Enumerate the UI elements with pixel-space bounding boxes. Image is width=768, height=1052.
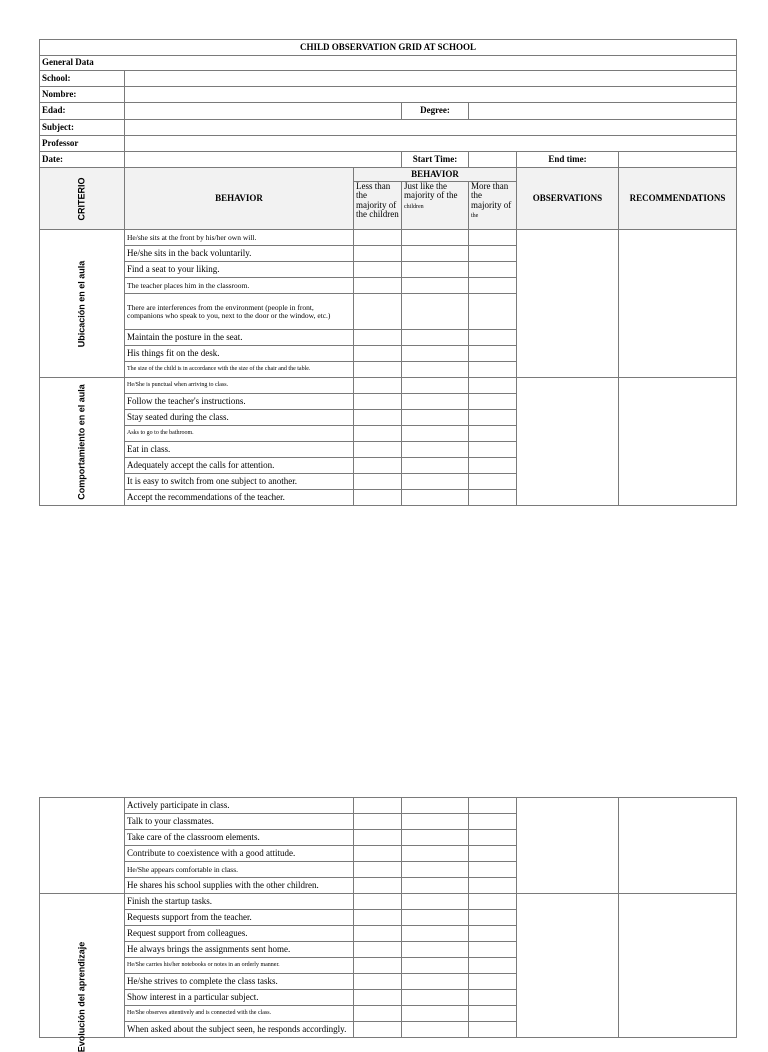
more-than-majority-cell[interactable] — [469, 830, 517, 846]
observations-cell[interactable] — [517, 798, 619, 894]
just-like-majority-cell[interactable] — [402, 926, 469, 942]
behavior-item: Talk to your classmates. — [125, 814, 354, 830]
criterio-header-label: CRITERIO — [76, 176, 87, 221]
edad-label: Edad: — [40, 103, 125, 120]
less-than-majority-cell[interactable] — [354, 490, 402, 506]
behavior-header: BEHAVIOR — [125, 168, 354, 230]
degree-field[interactable] — [469, 103, 737, 120]
degree-label: Degree: — [402, 103, 469, 120]
behavior-item: He/She appears comfortable in class. — [125, 862, 354, 878]
recommendations-cell[interactable] — [619, 378, 737, 506]
less-than-majority-cell[interactable] — [354, 830, 402, 846]
more-than-majority-cell[interactable] — [469, 442, 517, 458]
general-data-label: General Data — [40, 56, 737, 71]
observations-cell[interactable] — [517, 894, 619, 1038]
more-than-majority-small: the — [471, 213, 479, 220]
less-than-majority-cell[interactable] — [354, 346, 402, 362]
behavior-item: Finish the startup tasks. — [125, 894, 354, 910]
more-than-majority-cell[interactable] — [469, 378, 517, 394]
just-like-majority-cell[interactable] — [402, 814, 469, 830]
just-like-majority-cell[interactable] — [402, 246, 469, 262]
behavior-item: He/she sits at the front by his/her own will. — [125, 230, 354, 246]
just-like-majority-cell[interactable] — [402, 330, 469, 346]
just-like-majority-cell[interactable] — [402, 458, 469, 474]
less-than-majority-cell[interactable] — [354, 1006, 402, 1022]
observation-grid-page-1 — [39, 39, 736, 506]
just-like-majority-cell[interactable] — [402, 942, 469, 958]
less-than-majority-cell[interactable] — [354, 410, 402, 426]
more-than-majority-cell[interactable] — [469, 974, 517, 990]
less-than-majority-cell[interactable] — [354, 894, 402, 910]
less-than-majority-cell[interactable] — [354, 362, 402, 378]
more-than-majority-cell[interactable] — [469, 958, 517, 974]
less-than-majority-cell[interactable] — [354, 394, 402, 410]
just-like-majority-cell[interactable] — [402, 230, 469, 246]
less-than-majority-cell[interactable] — [354, 814, 402, 830]
professor-field[interactable] — [125, 136, 737, 152]
page-2-clip — [39, 797, 736, 1052]
table-row — [40, 894, 737, 910]
more-than-majority-cell[interactable] — [469, 894, 517, 910]
table-row — [40, 798, 737, 814]
more-than-majority-cell[interactable] — [469, 926, 517, 942]
more-than-majority-cell[interactable] — [469, 1022, 517, 1038]
just-like-majority-cell[interactable] — [402, 830, 469, 846]
behavior-item: There are interferences from the environment (people in front, companions who speak to you, next to the door or the window, etc.) — [125, 294, 354, 330]
more-than-majority-cell[interactable] — [469, 490, 517, 506]
start-time-field[interactable] — [469, 152, 517, 168]
date-label: Date: — [40, 152, 125, 168]
just-like-majority-small: children — [404, 203, 424, 210]
nombre-label: Nombre: — [40, 87, 125, 103]
criterion-cell — [40, 894, 125, 1052]
just-like-majority-cell[interactable] — [402, 378, 469, 394]
recommendations-cell[interactable] — [619, 230, 737, 378]
less-than-majority-cell[interactable] — [354, 230, 402, 246]
behavior-item: He/she strives to complete the class tasks. — [125, 974, 354, 990]
behavior-item: Asks to go to the bathroom. — [125, 426, 354, 442]
grid-title: CHILD OBSERVATION GRID AT SCHOOL — [40, 40, 737, 56]
subject-field[interactable] — [125, 120, 737, 136]
behavior-item: He always brings the assignments sent home. — [125, 942, 354, 958]
less-than-majority-cell[interactable] — [354, 474, 402, 490]
nombre-field[interactable] — [125, 87, 737, 103]
behavior-item: The size of the child is in accordance with the size of the chair and the table. — [125, 362, 354, 378]
behavior-item: Maintain the posture in the seat. — [125, 330, 354, 346]
more-than-majority-cell[interactable] — [469, 294, 517, 330]
less-than-majority-cell[interactable] — [354, 974, 402, 990]
school-field[interactable] — [125, 71, 737, 87]
behavior-item: Requests support from the teacher. — [125, 910, 354, 926]
behavior-item: When asked about the subject seen, he responds accordingly. — [125, 1022, 354, 1038]
recommendations-cell[interactable] — [619, 798, 737, 894]
just-like-majority-cell[interactable] — [402, 846, 469, 862]
more-than-majority-cell[interactable] — [469, 474, 517, 490]
more-than-majority-cell[interactable] — [469, 410, 517, 426]
subject-label: Subject: — [40, 120, 125, 136]
more-than-majority-cell[interactable] — [469, 990, 517, 1006]
more-than-majority-cell[interactable] — [469, 262, 517, 278]
behavior-item: Stay seated during the class. — [125, 410, 354, 426]
behavior-item: He/She is punctual when arriving to class. — [125, 378, 354, 394]
observation-grid-table-continued — [39, 797, 737, 1052]
less-than-majority-cell[interactable] — [354, 926, 402, 942]
less-than-majority-cell[interactable] — [354, 278, 402, 294]
more-than-majority-cell[interactable] — [469, 394, 517, 410]
just-like-majority-cell[interactable] — [402, 490, 469, 506]
just-like-majority-cell[interactable] — [402, 394, 469, 410]
more-than-majority-cell[interactable] — [469, 362, 517, 378]
less-than-majority-cell[interactable] — [354, 990, 402, 1006]
behavior-group-header: BEHAVIOR — [354, 168, 517, 182]
just-like-majority-cell[interactable] — [402, 294, 469, 330]
behavior-item: Request support from colleagues. — [125, 926, 354, 942]
just-like-majority-cell[interactable] — [402, 442, 469, 458]
behavior-item: Take care of the classroom elements. — [125, 830, 354, 846]
more-than-majority-cell[interactable] — [469, 1006, 517, 1022]
just-like-majority-cell[interactable] — [402, 990, 469, 1006]
observations-header-label: OBSERVATIONS — [532, 192, 603, 203]
more-than-majority-cell[interactable] — [469, 846, 517, 862]
just-like-majority-cell[interactable] — [402, 974, 469, 990]
less-than-majority-cell[interactable] — [354, 458, 402, 474]
just-like-majority-label: Just like the majority of the — [404, 181, 458, 201]
recommendations-header: RECOMMENDATIONS — [619, 168, 737, 230]
just-like-majority-cell[interactable] — [402, 958, 469, 974]
less-than-majority-cell[interactable] — [354, 878, 402, 894]
just-like-majority-cell[interactable] — [402, 798, 469, 814]
more-than-majority-cell[interactable] — [469, 910, 517, 926]
criterion-cell — [40, 378, 125, 506]
just-like-majority-cell[interactable] — [402, 426, 469, 442]
more-than-majority-cell[interactable] — [469, 230, 517, 246]
less-than-majority-cell[interactable] — [354, 426, 402, 442]
criterion-label: Comportamiento en el aula — [76, 383, 87, 500]
just-like-majority-header — [402, 182, 469, 230]
less-than-majority-cell[interactable] — [354, 942, 402, 958]
just-like-majority-cell[interactable] — [402, 1022, 469, 1038]
table-row — [40, 230, 737, 246]
behavior-item: He/she sits in the back voluntarily. — [125, 246, 354, 262]
more-than-majority-header — [469, 182, 517, 230]
observation-grid-table — [39, 39, 737, 506]
less-than-majority-cell[interactable] — [354, 910, 402, 926]
less-than-majority-cell[interactable] — [354, 442, 402, 458]
just-like-majority-cell[interactable] — [402, 362, 469, 378]
more-than-majority-cell[interactable] — [469, 278, 517, 294]
criterion-cell — [40, 798, 125, 894]
just-like-majority-cell[interactable] — [402, 1006, 469, 1022]
just-like-majority-cell[interactable] — [402, 474, 469, 490]
behavior-item: Follow the teacher's instructions. — [125, 394, 354, 410]
more-than-majority-cell[interactable] — [469, 458, 517, 474]
behavior-item: Show interest in a particular subject. — [125, 990, 354, 1006]
more-than-majority-cell[interactable] — [469, 814, 517, 830]
less-than-majority-cell[interactable] — [354, 330, 402, 346]
less-than-majority-cell[interactable] — [354, 798, 402, 814]
criterio-header — [40, 168, 125, 230]
just-like-majority-cell[interactable] — [402, 894, 469, 910]
just-like-majority-cell[interactable] — [402, 278, 469, 294]
just-like-majority-cell[interactable] — [402, 262, 469, 278]
table-row — [40, 378, 737, 394]
behavior-item: Eat in class. — [125, 442, 354, 458]
observations-header — [517, 168, 619, 230]
criterion-label: Evolución del aprendizaje — [76, 941, 87, 1052]
criterion-cell — [40, 230, 125, 378]
more-than-majority-cell[interactable] — [469, 798, 517, 814]
just-like-majority-cell[interactable] — [402, 878, 469, 894]
behavior-item: Find a seat to your liking. — [125, 262, 354, 278]
behavior-item: Actively participate in class. — [125, 798, 354, 814]
more-than-majority-cell[interactable] — [469, 346, 517, 362]
less-than-majority-cell[interactable] — [354, 846, 402, 862]
criterion-label: Ubicación en el aula — [76, 260, 87, 347]
behavior-item: It is easy to switch from one subject to another. — [125, 474, 354, 490]
more-than-majority-cell[interactable] — [469, 942, 517, 958]
behavior-item: He shares his school supplies with the other children. — [125, 878, 354, 894]
behavior-item: Accept the recommendations of the teacher. — [125, 490, 354, 506]
observations-cell[interactable] — [517, 378, 619, 506]
edad-field[interactable] — [125, 103, 402, 120]
end-time-label: End time: — [517, 152, 619, 168]
just-like-majority-cell[interactable] — [402, 410, 469, 426]
just-like-majority-cell[interactable] — [402, 910, 469, 926]
less-than-majority-cell[interactable] — [354, 958, 402, 974]
less-than-majority-cell[interactable] — [354, 1022, 402, 1038]
more-than-majority-label: More than the majority of — [471, 181, 512, 210]
less-than-majority-cell[interactable] — [354, 246, 402, 262]
just-like-majority-cell[interactable] — [402, 346, 469, 362]
behavior-item: His things fit on the desk. — [125, 346, 354, 362]
more-than-majority-cell[interactable] — [469, 878, 517, 894]
behavior-item: He/She carries his/her notebooks or notes in an orderly manner. — [125, 958, 354, 974]
more-than-majority-cell[interactable] — [469, 246, 517, 262]
professor-label: Professor — [40, 136, 125, 152]
more-than-majority-cell[interactable] — [469, 330, 517, 346]
recommendations-cell[interactable] — [619, 894, 737, 1038]
less-than-majority-cell[interactable] — [354, 262, 402, 278]
behavior-item: The teacher places him in the classroom. — [125, 278, 354, 294]
end-time-field[interactable] — [619, 152, 737, 168]
just-like-majority-cell[interactable] — [402, 862, 469, 878]
date-field[interactable] — [125, 152, 402, 168]
behavior-item: Contribute to coexistence with a good attitude. — [125, 846, 354, 862]
more-than-majority-cell[interactable] — [469, 862, 517, 878]
start-time-label: Start Time: — [402, 152, 469, 168]
observations-cell[interactable] — [517, 230, 619, 378]
behavior-item: He/She observes attentively and is connected with the class. — [125, 1006, 354, 1022]
less-than-majority-cell[interactable] — [354, 862, 402, 878]
more-than-majority-cell[interactable] — [469, 426, 517, 442]
school-label: School: — [40, 71, 125, 87]
less-than-majority-cell[interactable] — [354, 378, 402, 394]
less-than-majority-cell[interactable] — [354, 294, 402, 330]
less-than-majority-header: Less than the majority of the children — [354, 182, 402, 230]
behavior-item: Adequately accept the calls for attention. — [125, 458, 354, 474]
